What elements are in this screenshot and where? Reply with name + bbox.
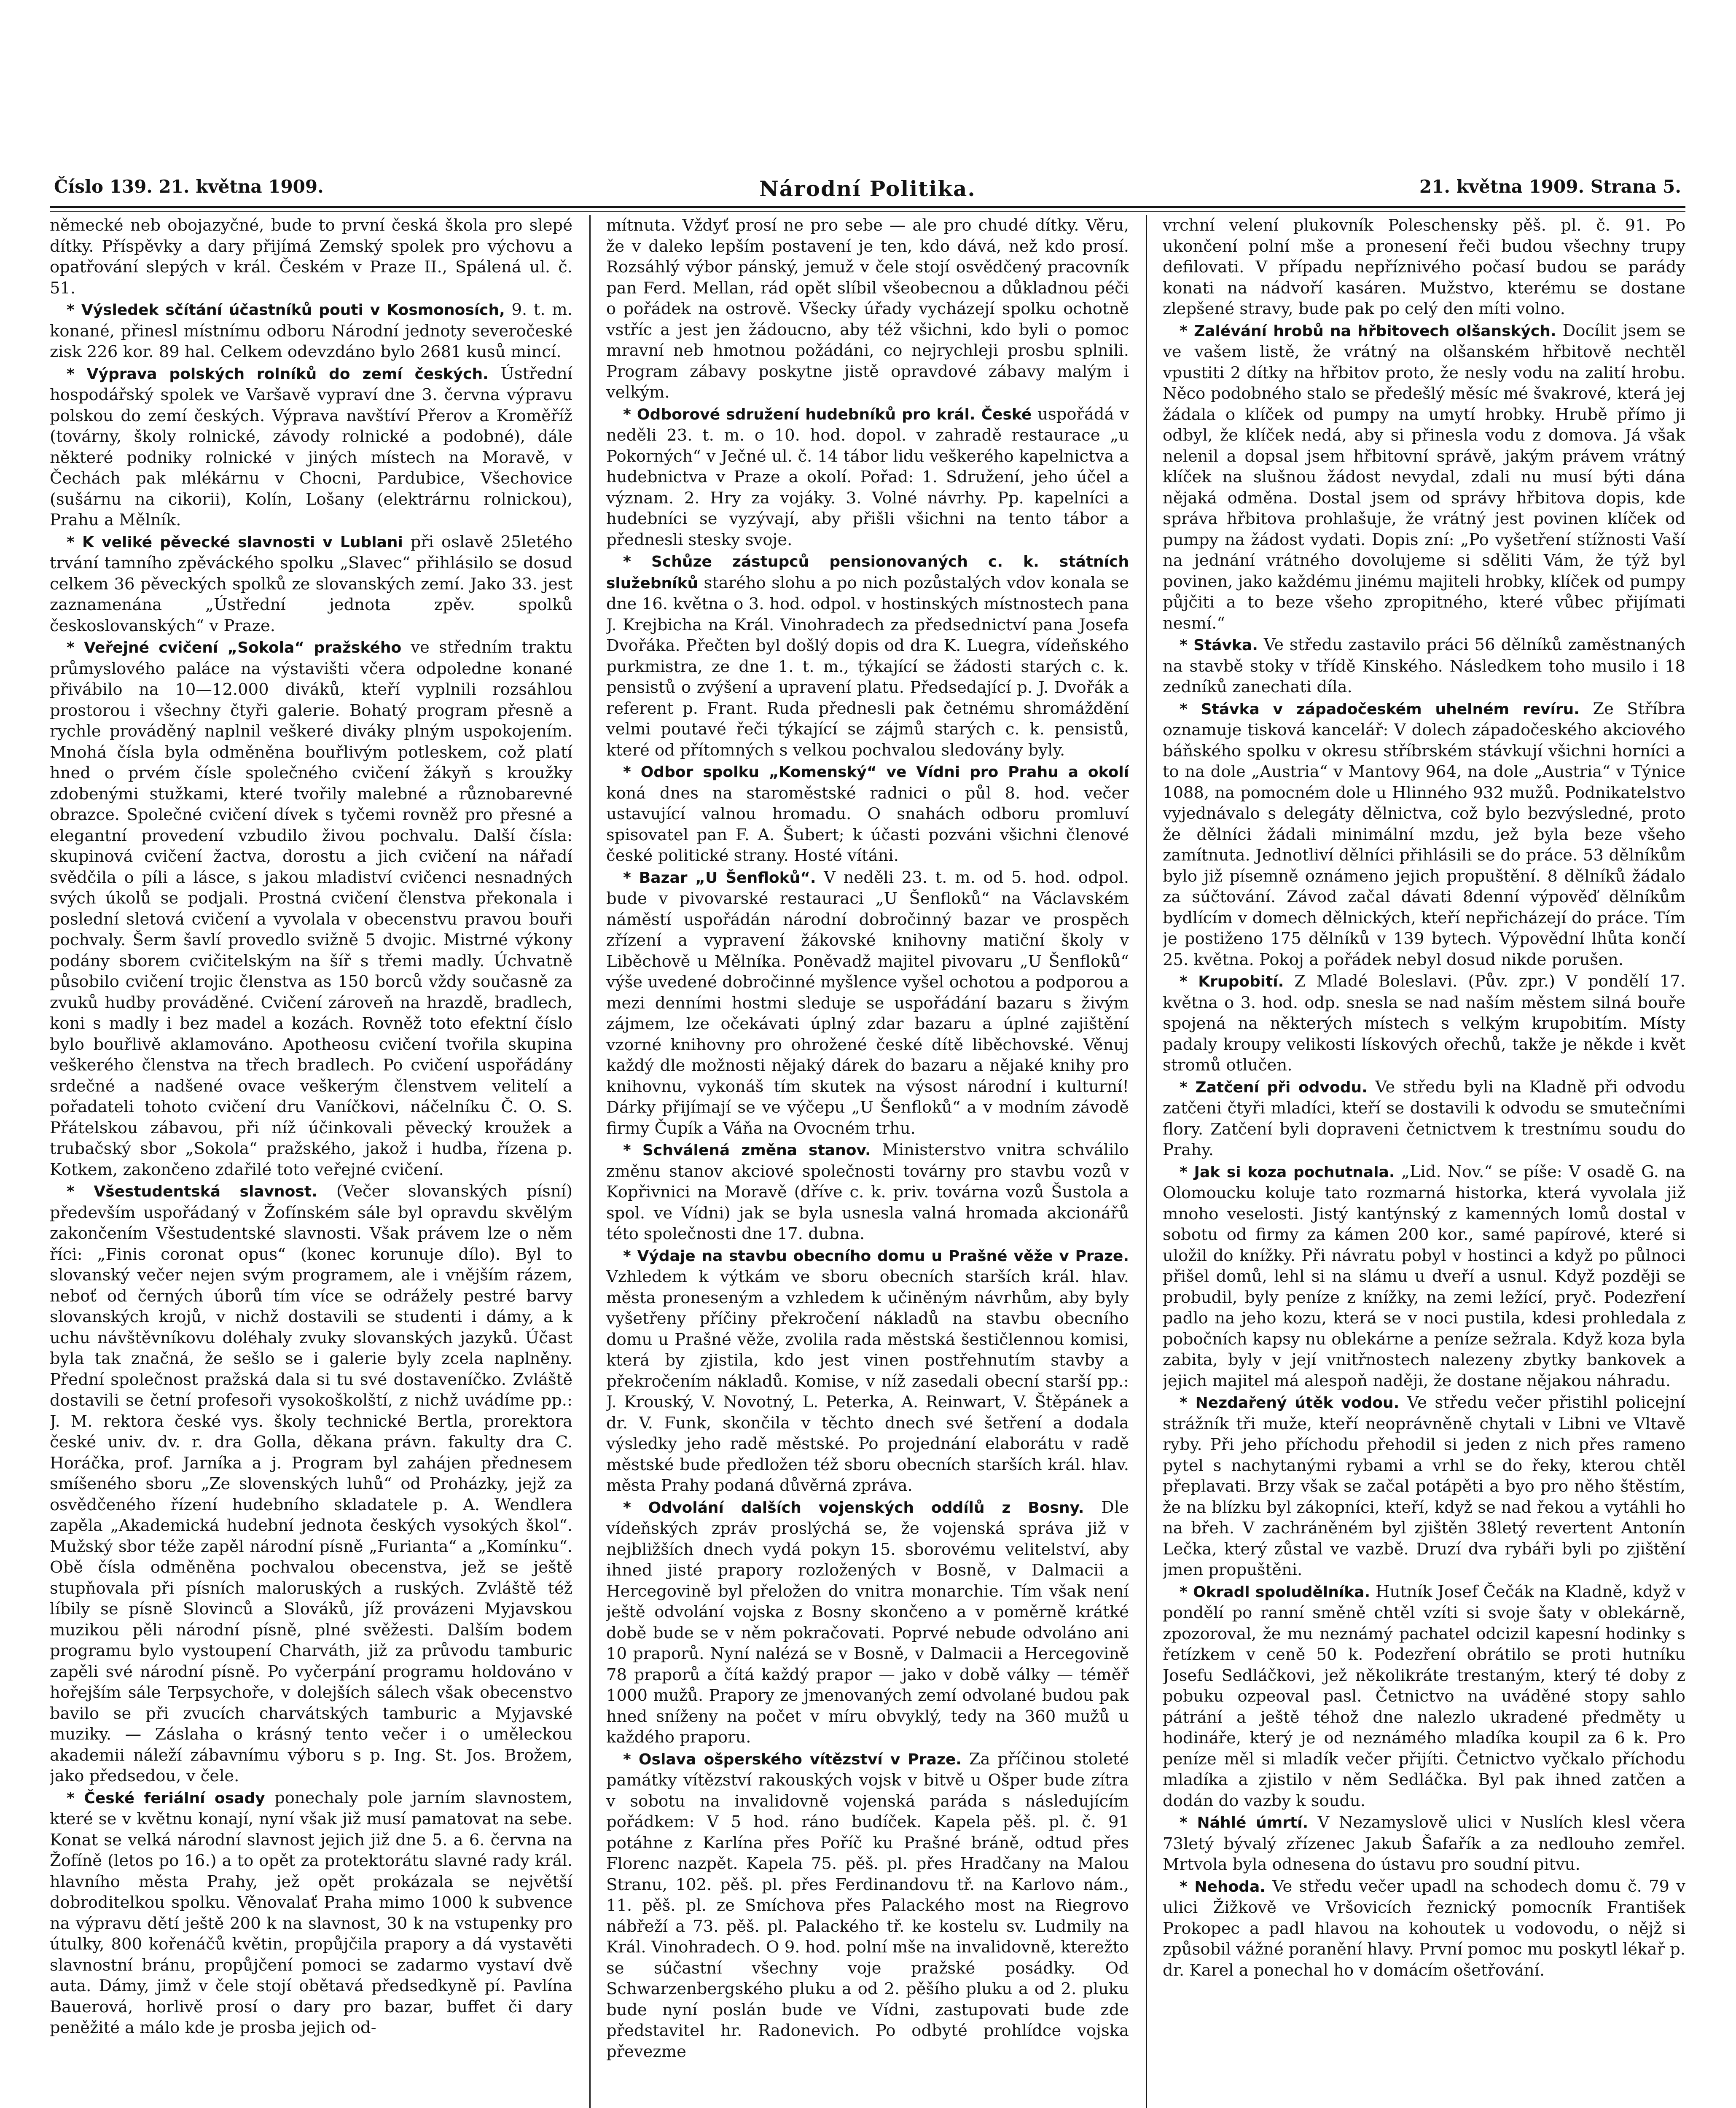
article-paragraph <box>1163 1876 1685 1981</box>
article-heading: * Zalévání hrobů na hřbitovech olšanských. <box>1180 322 1556 340</box>
article-text: vrchní velení plukovník Poleschensky pěš. pl. č. 91. Po ukončení polní mše a pronesení řeči budou všechny trupy defilovati. V případu nepříznivého počasí budou se parády konati na nádvoří kasáren. Mužstvo, kterému se dostane zlepšené stravy, bude pak po celý den míti volno. <box>1163 216 1685 318</box>
article-text: Vzhledem k výtkám ve sboru obecních starších král. hlav. města proneseným a vzhledem k učiněným návrhům, aby byly vyšetřeny příčiny překročení nákladů na stavbu obecního domu u Prašné věže, zvolila rada městská šestičlennou komisi, která by zjistila, kdo jest vinen postřehnutím stavby a překročením nákladů. Komise, v níž zasedali obecní starší pp.: J. Krouský, V. Novotný, L. Peterka, A. Reinwart, V. Štěpánek a dr. V. Funk, skončila v těchto dnech své šetření a dodala výsledky jeho radě městské. Po projednání elaborátu v radě městské bude předložen též sboru obecních starších král. hlav. města Prahy podaná důvěrná zpráva. <box>606 1267 1129 1495</box>
article-heading: * Schůze zástupců pensionovaných c. k. státních služebníků <box>606 553 1129 592</box>
newspaper-title: Národní Politika. <box>759 176 976 201</box>
article-heading: * Stávka. <box>1180 637 1258 654</box>
article-heading: * Krupobití. <box>1180 973 1284 990</box>
masthead-thin-rule <box>50 211 1685 212</box>
article-heading: * Výdaje na stavbu obecního domu u Prašné věže v Praze. <box>623 1247 1129 1265</box>
article-heading: * Nehoda. <box>1180 1878 1266 1896</box>
article-paragraph <box>606 1749 1129 2062</box>
article-paragraph <box>50 215 572 298</box>
article-paragraph <box>1163 1392 1685 1581</box>
article-heading: * Všestudentská slavnost. <box>67 1183 317 1200</box>
article-text: (Večer slovanských písní) především uspořádaný v Žofínském sále byl opravdu skvělým zakončením Všestudentské slavnosti. Však právem lze o něm říci: „Finis coronat opus“ (konec korunuje dílo). Byl to slovanský večer nejen svým programem, ale i vnějším rázem, neboť od černých úborů tím více se odrážely pestré barvy slovanských krojů, v nichž dostavili se studenti i dámy, a k uchu návštěvníkovu doléhaly zvuky slovanských jazyků. Účast byla tak značná, že sešlo se i galerie byly zcela naplněny. Přední společnost pražská dala si tu své dostaveníčko. Zvláště dostavili se četní profesoři vysokoškolští, z nichž uvádíme pp.: J. M. rektora české vys. školy technické Bertla, prorektora české univ. dv. r. dra Golla, děkana právn. fakulty dra C. Horáčka, prof. Jarníka a j. Program byl zahájen přednesem smíšeného sboru „Ze slovenských luhů“ od Proházky, jejž za osvědčeného řízení hudebního skladatele p. A. Wendlera zapěla „Akademická hudební jednota českých vysokých škol“. Mužský sbor téže zapěl národní písně „Furianta“ a „Komínku“. Obě čísla odměněna pochvalou obecenstva, jež se ještě stupňovala při písních maloruských a ruských. Zvláště též líbily se písně Slovinců a Slováků, jíž provázeni Myjavskou muzikou pěli národní písně, plné svěžesti. Dalším bodem programu bylo vystoupení Charváth, již za průvodu tamburic zapěli své národní písně. Po vyčerpání programu holdováno v hořejším sále Terpsychoře, v dolejších sálech však obecenstvo bavilo se při zvucích charvátských tamburic a Myjavské muziky. — Záslaha o krásný tento večer i o uměleckou akademii náleží zábavnímu výboru s p. Ing. St. Jos. Brožem, jako předsedou, v čele. <box>50 1182 572 1785</box>
article-text: „Lid. Nov.“ se píše: V osadě G. na Olomoucku koluje tato rozmarná historka, která vyvolala již mnoho veselosti. Jistý kantýnský z kamenných lomů dostal v sobotu od firmy za kámen 200 kor., samé papírové, které si uložil do knížky. Při návratu pobyl v hostinci a když po půlnoci přišel domů, lehl si na slámu u dveří a usnul. Když později se probudil, byly peníze z knížky, na zemi ležící, pryč. Podezření padlo na jeho kozu, která se v noci pustila, kdesi prohledala z pobočních kapsy nu oblekárne a peníze sežrala. Když koza byla zabita, byly v její vnitřnostech nalezeny zbytky bankovek a jejich majitel má alespoň naději, že dostane nějakou náhradu. <box>1163 1162 1685 1390</box>
article-text: Docílit jsem se ve vašem listě, že vrátný na olšanském hřbitově nechtěl vpustiti 2 dítky na hřbitov proto, že nesly vodu na zalití hrobu. Něco podobného stalo se předešlý měsíc mé švakrové, která jej žádala o klíček od pumpy na umytí hrobky. Hrubě přímo ji odbyl, že klíček nedá, aby si přinesla vodu z domova. Já však nelenil a dopsal jsem hřbitovní správě, jakým právem vrátný klíček na slušnou žádost nevydal, zdali nu musí býti dána nějaká odměna. Dostal jsem od správy hřbitova dopis, kde správa hřbitova prohlašuje, že vrátný jest povinen klíček od pumpy na žádost vydati. Dopis zní: „Po vyšetření stížnosti Vaší na jednání vrátného dovolujeme si sděliti Vám, že týž byl povinen, jako každému jinému majiteli hrobky, klíček od pumpy půjčiti a to beze všeho zpropitného, které vůbec přijímati nesmí.“ <box>1163 321 1685 633</box>
article-text: Ve středu večer upadl na schodech domu č. 79 v ulici Žižkově ve Vršovicích řeznický pomocník František Prokopec a padl hlavou na kohoutek u vodovodu, o nějž si způsobil vážné poranění hlavy. První pomoc mu poskytl lékař p. dr. Karel a ponechal ho v domácím ošetřování. <box>1163 1877 1685 1980</box>
article-heading: * Odbor spolku „Komenský“ ve Vídni pro Prahu a okolí <box>623 764 1129 781</box>
article-text: ve středním traktu průmyslového paláce na výstavišti včera odpoledne konané přivábilo na 10—12.000 diváků, kteří vyplnili rozsáhlou prostorou i všechny čtyři galerie. Bohatý program přesně a rychle prováděný naplnil veškeré diváky plným uspokojením. Mnohá čísla byla odměněna bouřlivým potleskem, což platí hned o prvém čísle společného cvičení žákyň s kroužky zdobenými stužkami, které tvořily malebné a různobarevné obrazce. Společné cvičení dívek s tyčemi rovněž pro přesné a elegantní provedení vzbudilo živou pochvalu. Další čísla: skupinová cvičení žactva, dorostu a jich cvičení na nářadí svědčila o píli a lásce, s jakou mladiství cvičenci nesnadných svých úkolů se podjali. Prostná cvičení členstva překonala i poslední sletová cvičení a vyvolala v obecenstvu pravou bouři pochvaly. Šerm šavlí provedlo svižně 5 dvojic. Mistrné výkony podány sborem cvičitelským na šíř s třemi madly. Úchvatně působilo cvičení trojic členstva as 150 borců vždy současně za zvuků hudby prováděné. Cvičení zároveň na hrazdě, bradlech, koni s madly i bez madel a kozách. Rovněž toto efektní číslo bylo bouřlivě aklamováno. Apotheosu cvičení tvořila skupina veškerého členstva na třech bradlech. Po cvičení uspořádány srdečné a nadšené ovace veškerým členstvem velitelí a pořadateli tohoto cvičení dru Vaníčkovi, náčelníku Č. O. S. Přátelskou zábavou, při níž účinkovali pěvecký kroužek a trubačský sbor „Sokola“ pražského, jakož i hudba, řízena p. Kotkem, zakončeno zdařilé toto veřejné cvičení. <box>50 638 572 1179</box>
article-text: Ve středu večer přistihl policejní strážník tři muže, kteří neoprávněně chytali v Libni ve Vltavě ryby. Při jeho příchodu přehodil si jeden z nich přes rameno pytel s nachytanými rybami a vrhl se do řeky, kterou chtěl přeplavati. Brzy však se začal potápěti a byo pro něho štěstím, že na blízku byl zákopníci, kteří, když se nad řekou a vytáhli ho na břeh. V zachráněném byl zjištěn 38letý revertent Antonín Lečka, který zůstal ve vazbě. Druzí dva rybáři byli po zjištění jmen propuštěni. <box>1163 1393 1685 1579</box>
article-paragraph <box>50 637 572 1180</box>
article-text: mítnuta. Vždyť prosí ne pro sebe — ale pro chudé dítky. Věru, že v daleko lepším postavení je ten, kdo dává, než kdo prosí. Rozsáhlý výbor pánský, jemuž v čele stojí osvědčený pracovník pan Ferd. Mellan, rád opět slíbil všeobecnou a důkladnou péči o pořádek na ostrově. Všecky úřady vycházejí spolku ochotně vstříc a jest jen žádoucno, aby též všichni, kdo byli o pomoc mravní neb hmotnou požádáni, co nejrychleji prosbu splnili. Program zábavy poskytne jistě opravdové zábavy malým i velkým. <box>606 216 1129 402</box>
article-text: při oslavě 25letého trvání tamního zpěváckého spolku „Slavec“ přihlásilo se dosud celkem 36 pěveckých spolků ze slovanských zemí. Jako 33. jest zaznamenána „Ústřední jednota zpěv. spolků českoslovanských“ v Praze. <box>50 532 572 635</box>
article-heading: * Odvolání dalších vojenských oddílů z Bosny. <box>623 1499 1084 1516</box>
article-paragraph <box>606 1497 1129 1748</box>
article-paragraph <box>1163 971 1685 1076</box>
article-heading: * Stávka v západočeském uhelném revíru. <box>1180 700 1580 718</box>
article-text: Dle vídeňských zpráv proslýchá se, že vojenská správa již v nejbližších dnech vydá pokyn 15. sborovému velitelství, aby ihned jisté prapory rozložených v Bosně, v Dalmacii a Hercegovině byl přeložen do vnitra monarchie. Tím však není ještě odvolání vojska z Bosny skončeno a v poměrně krátké době bude se v něm pokračovati. Poprvé nebude odvoláno ani 10 praporů. Nyní nalézá se v Bosně, v Dalmacii a Hercegovině 78 praporů a čítá každý prapor — jako v době války — téměř 1000 mužů. Prapory ze jmenovaných zemí odvolané budou pak hned sníženy na počet v míru obvyklý, tedy na 360 mužů u každého praporu. <box>606 1498 1129 1747</box>
article-text: V Nezamyslově ulici v Nuslích klesl včera 73letý bývalý zřízenec Jakub Šafařík a za nedlouho zemřel. Mrtvola byla odnesena do ústavu pro soudní pitvu. <box>1163 1813 1685 1874</box>
article-paragraph <box>1163 1581 1685 1812</box>
article-paragraph <box>1163 320 1685 634</box>
article-heading: * Nezdařený útěk vodou. <box>1180 1394 1400 1412</box>
article-heading: * Výsledek sčítání účastníků pouti v Kosmonosích, <box>67 301 505 319</box>
article-heading: * Zatčení při odvodu. <box>1180 1078 1368 1096</box>
column-2 <box>606 215 1129 2108</box>
article-heading: * Odborové sdružení hudebníků pro král. České <box>623 406 1032 423</box>
column-divider <box>589 215 591 2108</box>
article-text: koná dnes na staroměstské radnici o půl 8. hod. večer ustavující valnou hromadu. O snahách odboru promluví spisovatel pan F. A. Šubert; k účasti pozváni všichni členové české politické strany. Hosté vítáni. <box>606 783 1129 865</box>
article-paragraph <box>606 404 1129 551</box>
article-text: uspořádá v neděli 23. t. m. o 10. hod. dopol. v zahradě restaurace „u Pokorných“ v Ječné ul. č. 14 tábor lidu veškerého kapelnictva a hudebnictva v Praze a okolí. Pořad: 1. Sdružení, jeho účel a význam. 2. Hry za vojáky. 3. Volné návrhy. Pp. kapelníci a hudebníci se vyzývají, aby přišli všichni na tento tábor a přednesli stesky svoje. <box>606 404 1129 549</box>
article-text: ponechaly pole jarním slavnostem, které se v květnu konají, nyní však již musí pamatovat na sebe. Konat se velká národní slavnost jejich již dne 5. a 6. června na Žofíně (letos po 16.) a to opět za protektorátu slavné rady král. hlavního města Prahy, jež opět prokázala se největší dobroditelkou spolku. Věnovalať Praha mimo 1000 k subvence na výpravu dětí ještě 200 k na slavnost, 30 k na vstupenky pro útulky, 800 kořenáčů květin, propůjčila prapory a dá vystavěti slavnostní bránu, propůjčení pomoci se zadarmo vystaví dvě auta. Dámy, jimž v čele stojí obětavá předsedkyně pí. Pavlína Bauerová, horlivě prosí o dary pro bazar, buffet či dary peněžité a málo kde je prosba jejich od- <box>50 1788 572 2037</box>
article-paragraph <box>50 1788 572 2038</box>
article-text: Ministerstvo vnitra schválilo změnu stanov akciové společnosti továrny pro stavbu vozů v Kopřivnici na Moravě (dříve c. k. priv. továrna vozů Šustola a spol. ve Vídni) jak se byla usnesla valná hromada akcionářů této společnosti dne 17. dubna. <box>606 1140 1129 1243</box>
article-text: Ve středu zastavilo práci 56 dělníků zaměstnaných na stavbě stoky v třídě Kinského. Následkem toho musilo i 18 zedníků zanechati díla. <box>1163 635 1685 696</box>
article-text: Hutník Josef Čečák na Kladně, když v pondělí po ranní směně chtěl vzíti si svoje šaty v oblekárně, zpozoroval, že mu neznámý pachatel odcizil kapesní hodinky s řetízkem v ceně 50 k. Podezření obrátilo se proti hutníku Josefu Sedláčkovi, jež několikráte trestaným, který té doby z pobuku ozpeoval pasl. Četnictvo na uváděné stopy sahlo pátrání a ještě téhož dne nalezlo ukradené předměty u hodináře, který je od neznámého mladíka koupil za 6 k. Pro peníze měl si mladík večer přijíti. Četnictvo vyčkalo příchodu mladíka a zjistilo v něm Sedláčka. Byl pak ihned zatčen a dodán do vazby k soudu. <box>1163 1582 1685 1810</box>
article-heading: * Náhlé úmrtí. <box>1180 1814 1309 1831</box>
article-text: Ze Stříbra oznamuje tisková kancelář: V dolech západočeského akciového báňského spolku v okresu stříbrském stávkují všichni horníci a to na dole „Austria“ v Mantovy 964, na dole „Austria“ v Týnice 1088, na pomocném dole u Hlinného 932 mužů. Podnikatelstvo vyjednávalo s delegáty dělnictva, což bylo bezvýsledné, proto že dělníci žádali minimální mzdu, jež byla beze všeho zamítnuta. Jednotliví dělníci přihlásili se do práce. 53 dělníkům bylo již písemně oznámeno jejich propuštění. 8 dělníků žádalo za súčtování. Závod začal dávati 8denní výpověď dělníkům bydlícím v domech dělnických, kteří nepřicházejí do práce. Tím je postiženo 175 dělníků v 139 bytech. Výpovědní lhůta končí 25. května. Pokoj a pořádek nebyl dosud nikde porušen. <box>1163 699 1685 969</box>
masthead <box>50 173 1685 202</box>
article-paragraph <box>50 299 572 363</box>
issue-number-date: Číslo 139. 21. května 1909. <box>54 176 324 197</box>
newspaper-page <box>50 173 1685 2108</box>
article-paragraph <box>606 867 1129 1139</box>
article-paragraph <box>606 761 1129 866</box>
column-1 <box>50 215 572 2108</box>
article-paragraph <box>1163 1077 1685 1161</box>
article-paragraph <box>606 551 1129 761</box>
article-text: V neděli 23. t. m. od 5. hod. odpol. bude v pivovarské restauraci „U Šenfloků“ na Václavském náměstí uspořádán národní dobročinný bazar ve prospěch zřízení a vypravení žákovské knihovny matiční školy v Liběchově u Mělníka. Poněvadž majitel pivovaru „U Šenfloků“ výše uvedené dobročinné myšlence vyšel ochotou a podporou a mezi denními hostmi sleduje se uspořádání bazaru s živým zájmem, lze očekávati úplný zdar bazaru a úplné zajištění vzorné knihovny pro ohrožené české dítě liběchovské. Věnuj každý dle možnosti nějaký dárek do bazaru a nějaké knihy pro knihovnu, vykonáš tím skutek na výsost národní i kulturní! Dárky přijímají se ve výčepu „U Šenfloků“ a v modním závodě firmy Čupík a Váňa na Ovocném trhu. <box>606 868 1129 1138</box>
article-paragraph <box>1163 635 1685 698</box>
column-divider <box>1146 215 1147 2108</box>
article-text: německé neb obojazyčné, bude to první česká škola pro slepé dítky. Příspěvky a dary přijímá Zemský spolek pro výchovu a opatřování slepých v král. Českém v Praze II., Spálená ul. č. 51. <box>50 216 572 298</box>
article-text: 9. t. m. konané, přinesl místnímu odboru Národní jednoty severočeské zisk 226 kor. 89 hal. Celkem odevzdáno bylo 2681 kusů mincí. <box>50 300 572 361</box>
article-heading: * Schválená změna stanov. <box>623 1142 871 1159</box>
article-heading: * Výprava polských rolníků do zemí českých. <box>67 365 489 383</box>
article-paragraph <box>50 1181 572 1787</box>
article-paragraph <box>606 1140 1129 1245</box>
article-text: starého slohu a po nich pozůstalých vdov konala se dne 16. května o 3. hod. odpol. v hostinských místnostech pana J. Krejbicha na Král. Vinohradech za předsednictví pana Josefa Dvořáka. Přečten byl došlý dopis od dra K. Luegra, vídeňského purkmistra, ze dne 1. t. m., týkající se žádosti starých c. k. pensistů o zvýšení a upravení platu. Předsedající p. J. Dvořák a referent p. Frant. Ruda přednesli pak četnému shromáždění velmi poutavé řeči týkající se zájmů starých c. k. pensistů, které od přítomných s velkou pochvalou sledovány byly. <box>606 573 1129 760</box>
article-heading: * Veřejné cvičení „Sokola“ pražského <box>67 639 402 656</box>
article-paragraph <box>606 1245 1129 1496</box>
article-paragraph <box>1163 215 1685 320</box>
article-heading: * Bazar „U Šenfloků“. <box>623 869 816 887</box>
article-paragraph <box>1163 1812 1685 1875</box>
article-paragraph <box>50 363 572 531</box>
article-heading: * České feriální osady <box>67 1789 265 1807</box>
article-heading: * Okradl spoludělníka. <box>1180 1583 1371 1601</box>
column-3 <box>1163 215 1685 2108</box>
masthead-rule <box>50 206 1685 208</box>
article-paragraph <box>1163 699 1685 971</box>
article-text: Z Mladé Boleslavi. (Pův. zpr.) V pondělí 17. května o 3. hod. odp. snesla se nad naším městem silná bouře spojená na některých místech s velkým krupobitím. Místy padaly kroupy velikosti lískových ořechů, takže je někde i květ stromů otlučen. <box>1163 972 1685 1075</box>
article-text: Ve středu byli na Kladně při odvodu zatčeni čtyři mladíci, kteří se dostavili k odvodu se smutečními flory. Zatčení byli dopraveni četnictvem k trestnímu soudu do Prahy. <box>1163 1077 1685 1159</box>
article-columns <box>50 215 1685 2108</box>
article-heading: * Oslava ošperského vítězství v Praze. <box>623 1750 962 1768</box>
date-page-number: 21. května 1909. Strana 5. <box>1419 176 1681 197</box>
article-paragraph <box>50 532 572 637</box>
article-paragraph <box>606 215 1129 403</box>
article-heading: * Jak si koza pochutnala. <box>1180 1163 1395 1181</box>
article-paragraph <box>1163 1162 1685 1392</box>
article-heading: * K veliké pěvecké slavnosti v Lublani <box>67 533 403 551</box>
article-text: Ústřední hospodářský spolek ve Varšavě vypraví dne 3. června výpravu polskou do zemí českých. Výprava navštíví Přerov a Kroměříž (továrny, školy rolnické, závody rolnické a podobné), dále některé podniky rolnické v jiných místech na Moravě, v Čechách pak mlékárnu v Chocni, Pardubice, Všechovice (sušárnu na cikorii), Kolín, Lošany (elektrárnu rolnickou), Prahu a Mělník. <box>50 364 572 530</box>
article-text: Za příčinou stoleté památky vítězství rakouských vojsk v bitvě u Ošper bude zítra v sobotu na invalidovně vojenská paráda s následujícím pořádkem: V 5 hod. ráno budíček. Kapela pěš. pl. č. 91 potáhne z Karlína přes Poříč ku Prašné bráně, odtud přes Florenc nazpět. Kapela 75. pěš. pl. přes Hradčany na Malou Stranu, 102. pěš. pl. přes Ferdinandovu tř. na Karlovo nám., 11. pěš. pl. ze Smíchova přes Palackého most na Riegrovo nábřeží a 73. pěš. pl. Palackého tř. ke kostelu sv. Ludmily na Král. Vinohradech. O 9. hod. polní mše na invalidovně, kterežto se súčastní všechny voje pražské posádky. Od Schwarzenbergského pluku a od 2. pěšího pluku a od 2. pluku bude nyní poslán bude ve Vídni, zastupovati bude zde představitel hr. Radonevich. Po odbyté prohlídce vojska převezme <box>606 1749 1129 2061</box>
